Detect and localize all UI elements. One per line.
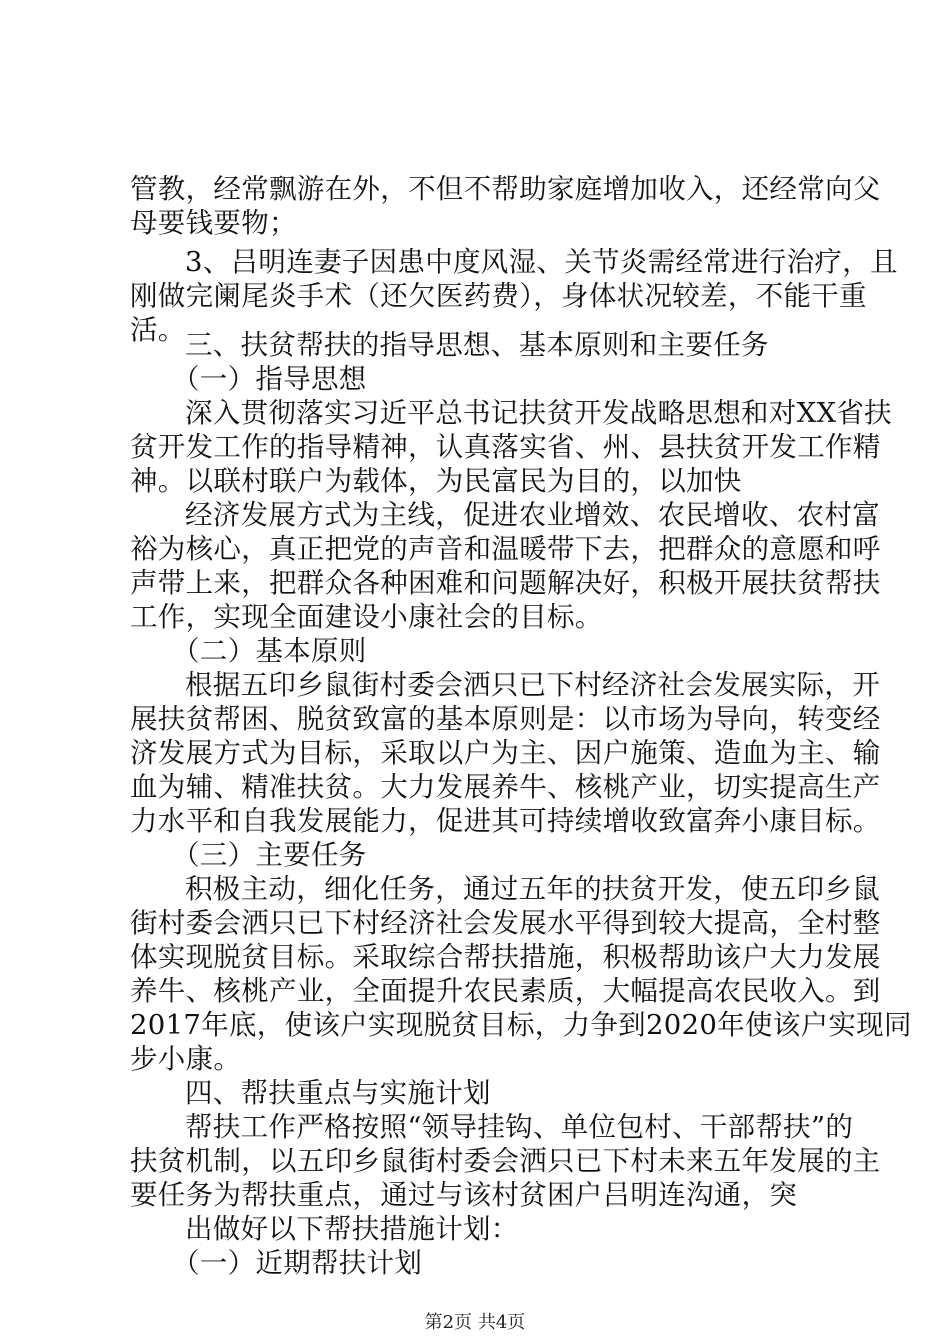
body-text-line: 经济发展方式为主线，促进农业增效、农民增收、农村富: [185, 499, 880, 531]
body-text-line: 展扶贫帮困、脱贫致富的基本原则是：以市场为导向，转变经: [130, 703, 881, 735]
subsection-heading: （三）主要任务: [172, 839, 367, 871]
body-text-line: 步小康。: [130, 1043, 242, 1075]
body-text-line: 贫开发工作的指导精神，认真落实省、州、县扶贫开发工作精: [130, 431, 881, 463]
body-text-line: 母要钱要物；: [130, 207, 297, 239]
body-text-line: 街村委会洒只已下村经济社会发展水平得到较大提高，全村整: [130, 907, 881, 939]
subsection-heading: （二）基本原则: [172, 635, 367, 667]
subsection-heading: （一）近期帮扶计划: [172, 1247, 423, 1279]
section-heading: 三、扶贫帮扶的指导思想、基本原则和主要任务: [185, 329, 769, 361]
body-text-line: 济发展方式为目标，采取以户为主、因户施策、造血为主、输: [130, 737, 881, 769]
body-text-line: 养牛、核桃产业，全面提升农民素质，大幅提高农民收入。到: [130, 975, 881, 1007]
body-text-line: 工作，实现全面建设小康社会的目标。: [130, 601, 603, 633]
body-text-line: 积极主动，细化任务，通过五年的扶贫开发，使五印乡鼠: [185, 873, 880, 905]
body-text-line: 声带上来，把群众各种困难和问题解决好，积极开展扶贫帮扶: [130, 567, 881, 599]
body-text-line: 扶贫机制，以五印乡鼠街村委会洒只已下村未来五年发展的主: [130, 1145, 881, 1177]
body-text-line: 3、吕明连妻子因患中度风湿、关节炎需经常进行治疗，且: [185, 246, 898, 278]
body-text-line: 体实现脱贫目标。采取综合帮扶措施，积极帮助该户大力发展: [130, 941, 881, 973]
body-text-line: 裕为核心，真正把党的声音和温暖带下去，把群众的意愿和呼: [130, 533, 881, 565]
body-text-line: 刚做完阑尾炎手术（还欠医药费），身体状况较差，不能干重: [130, 280, 867, 312]
body-text-line: 活。: [130, 314, 186, 346]
body-text-line: 神。以联村联户为载体，为民富民为目的，以加快: [130, 465, 742, 497]
body-text-line: 出做好以下帮扶措施计划：: [185, 1213, 519, 1245]
section-heading: 四、帮扶重点与实施计划: [185, 1077, 491, 1109]
body-text-line: 管教，经常飘游在外，不但不帮助家庭增加收入，还经常向父: [130, 173, 881, 205]
body-text-line: 要任务为帮扶重点，通过与该村贫困户吕明连沟通，突: [130, 1179, 798, 1211]
body-text-line: 血为辅、精准扶贫。大力发展养牛、核桃产业，切实提高生产: [130, 771, 881, 803]
body-text-line: 力水平和自我发展能力，促进其可持续增收致富奔小康目标。: [130, 805, 881, 837]
body-text-line: 帮扶工作严格按照“领导挂钩、单位包村、干部帮扶”的: [185, 1111, 854, 1143]
page-footer: 第2页 共4页: [424, 1312, 526, 1333]
body-text-line: 2017年底，使该户实现脱贫目标，力争到2020年使该户实现同: [130, 1009, 912, 1041]
subsection-heading: （一）指导思想: [172, 363, 367, 395]
body-text-line: 深入贯彻落实习近平总书记扶贫开发战略思想和对XX省扶: [185, 397, 892, 429]
body-text-line: 根据五印乡鼠街村委会洒只已下村经济社会发展实际，开: [185, 669, 880, 701]
